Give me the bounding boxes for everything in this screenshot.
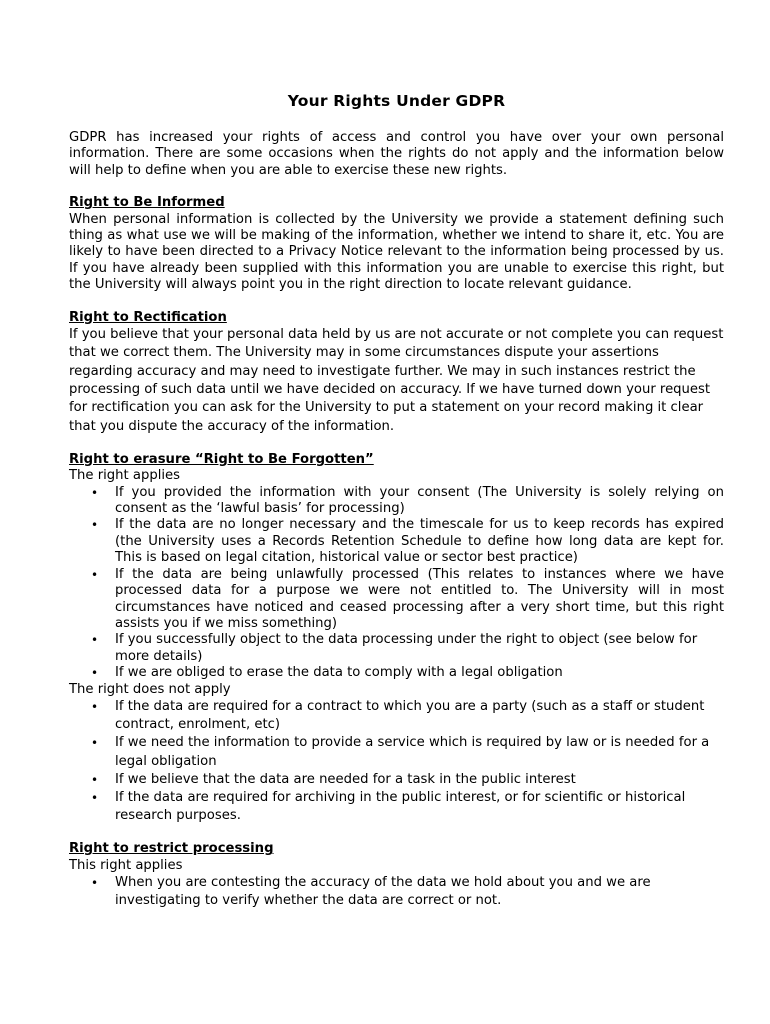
bullet-icon: • xyxy=(91,633,99,648)
applies-list xyxy=(69,874,724,910)
applies-list xyxy=(69,485,724,682)
list-item-text: If the data are required for archiving in the public interest, or for scientific or historical research purposes. xyxy=(115,789,686,824)
section-right-to-erasure xyxy=(69,452,724,826)
intro-paragraph: GDPR has increased your rights of access and control you have over your own personal information. There are some occasions when the rights do not apply and the information below will help to define when you are able to exercise these new rights. xyxy=(69,130,724,178)
bullet-icon: • xyxy=(91,876,99,891)
list-item xyxy=(91,698,724,734)
not-applies-list xyxy=(69,698,724,825)
section-heading: Right to Be Informed xyxy=(69,195,225,211)
bullet-icon: • xyxy=(91,699,99,714)
section-body: If you believe that your personal data held by us are not accurate or not complete you can request that we correct them. The University may in some circumstances dispute your assertions regarding accuracy and may need to investigate further. We may in such instances restrict the processing of such data until we have decided on accuracy. If we have turned down your request for rectification you can ask for the University to put a statement on your record making it clear that you dispute the accuracy of the information. xyxy=(69,327,724,434)
list-item xyxy=(91,484,724,518)
list-item-text: If the data are required for a contract to which you are a party (such as a staff or student contract, enrolment, etc) xyxy=(115,698,705,733)
section-right-to-be-informed xyxy=(69,195,724,293)
list-item xyxy=(91,665,724,681)
applies-label: This right applies xyxy=(69,857,183,873)
section-body: When personal information is collected by the University we provide a statement defining such thing as what use we will be making of the information, whether we intend to share it, etc. You are likely to have been directed to a Privacy Notice relevant to the information being processed by us. If you have already been supplied with this information you are unable to exercise this right, but the University will always point you in the right direction to locate relevant guidance. xyxy=(69,211,724,293)
list-item-text: If we are obliged to erase the data to comply with a legal obligation xyxy=(115,665,563,681)
list-item xyxy=(91,734,724,770)
page-title: Your Rights Under GDPR xyxy=(287,92,506,110)
not-applies-label: The right does not apply xyxy=(69,681,231,697)
list-item xyxy=(91,789,724,825)
bullet-icon: • xyxy=(91,567,99,582)
bullet-icon: • xyxy=(91,485,99,500)
list-item xyxy=(91,632,724,665)
list-item-text: If the data are being unlawfully processed (This relates to instances where we have processed data for a purpose we were not entitled to. The University will in most circumstances have noticed and ceased processing after a very short time, but this right assists you if we miss something) xyxy=(115,566,724,631)
list-item xyxy=(91,517,724,566)
applies-label: The right applies xyxy=(69,468,181,484)
list-item-text: When you are contesting the accuracy of the data we hold about you and we are investigating to verify whether the data are correct or not. xyxy=(115,875,651,909)
list-item-text: If you successfully object to the data processing under the right to object (see below for more details) xyxy=(115,632,698,664)
section-right-to-rectification xyxy=(69,310,724,436)
list-item-text: If the data are no longer necessary and the timescale for us to keep records has expired (the University uses a Records Retention Schedule to define how long data are kept for. This is based on legal citation, historical value or sector best practice) xyxy=(115,517,724,566)
bullet-icon: • xyxy=(91,518,99,533)
list-item-text: If you provided the information with your consent (The University is solely relying on consent as the ‘lawful basis’ for processing) xyxy=(115,484,724,517)
list-item xyxy=(91,566,724,633)
section-right-to-restrict-processing xyxy=(69,841,724,910)
section-heading: Right to Rectification xyxy=(69,309,227,325)
bullet-icon: • xyxy=(91,666,99,681)
section-heading: Right to restrict processing xyxy=(69,841,274,857)
list-item xyxy=(91,771,724,789)
list-item-text: If we believe that the data are needed for a task in the public interest xyxy=(115,771,576,787)
list-item-text: If we need the information to provide a service which is required by law or is needed for a legal obligation xyxy=(115,735,710,769)
section-heading: Right to erasure “Right to Be Forgotten” xyxy=(69,451,374,467)
bullet-icon: • xyxy=(91,772,99,787)
list-item xyxy=(91,874,724,910)
bullet-icon: • xyxy=(91,736,99,751)
bullet-icon: • xyxy=(91,790,99,805)
